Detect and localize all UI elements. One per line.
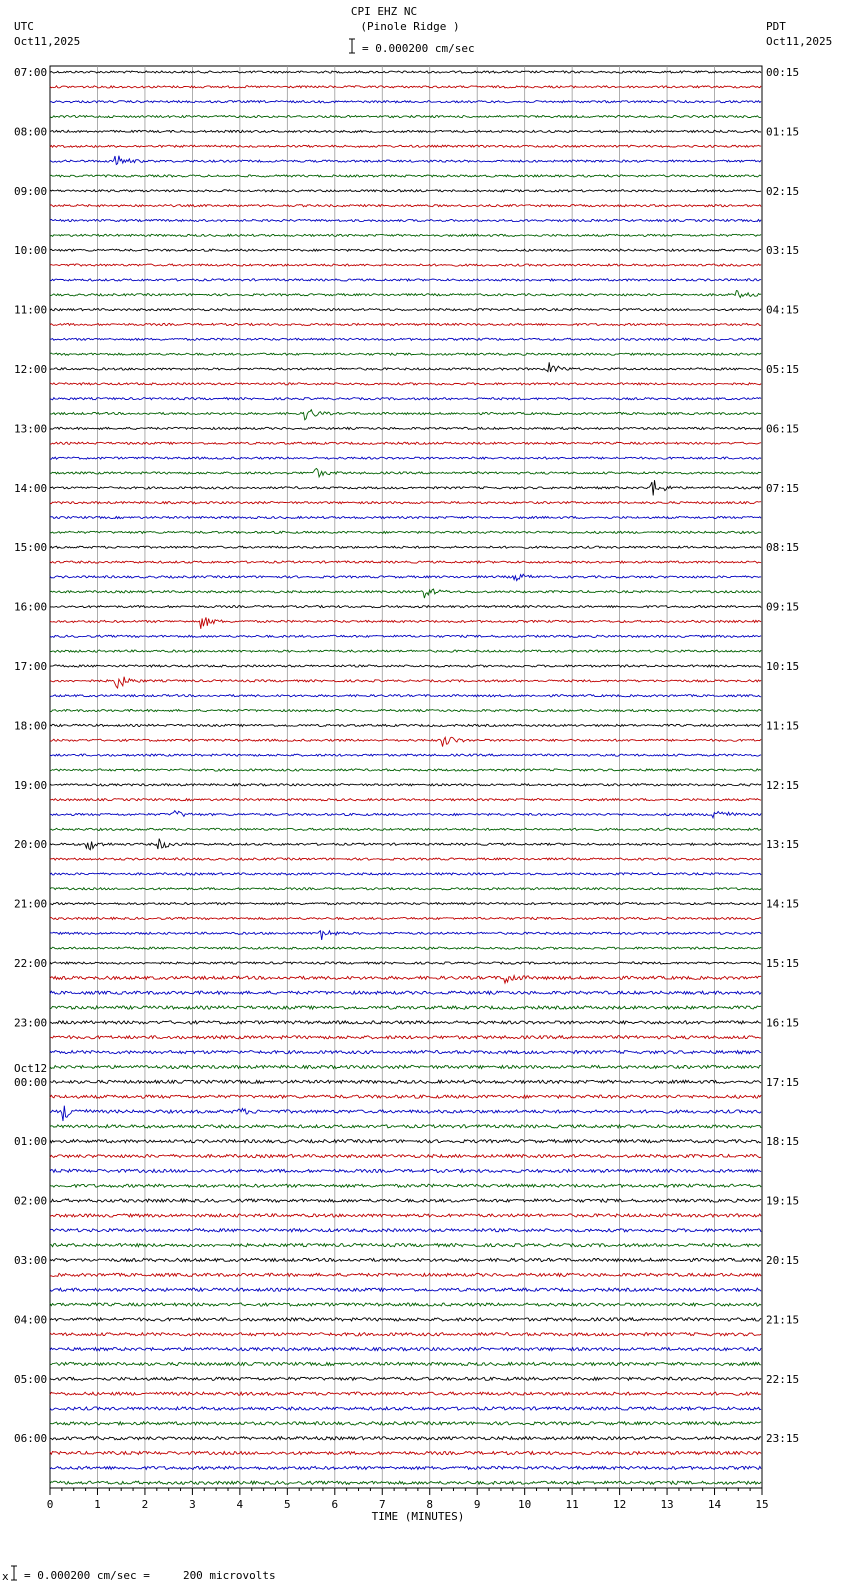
trace-line	[50, 737, 761, 746]
left-hour-label: 21:00	[14, 897, 48, 911]
right-hour-label: 16:15	[766, 1016, 800, 1030]
trace-line	[50, 1273, 761, 1276]
trace-line	[50, 709, 761, 711]
x-tick-label: 3	[189, 1498, 196, 1511]
trace-line	[50, 1303, 761, 1306]
footer-prefix: x	[2, 1570, 9, 1583]
right-hour-label: 11:15	[766, 719, 800, 733]
trace-line	[50, 724, 761, 726]
scale-label: = 0.000200 cm/sec	[362, 42, 475, 55]
trace-line	[50, 677, 761, 688]
trace-line	[50, 1184, 761, 1187]
x-axis	[47, 1488, 769, 1511]
right-hour-label: 14:15	[766, 897, 800, 911]
left-hour-label: 22:00	[14, 957, 48, 970]
trace-line	[50, 86, 761, 88]
right-hour-label: 22:15	[766, 1372, 800, 1386]
right-hour-label: 01:15	[766, 125, 800, 139]
trace-line	[50, 1318, 761, 1321]
right-hour-label: 23:15	[766, 1432, 800, 1446]
trace-line	[50, 1377, 761, 1380]
x-tick-label: 14	[707, 1498, 722, 1511]
trace-line	[50, 1466, 761, 1469]
left-hour-label: 01:00	[14, 1135, 48, 1149]
x-tick-label: 15	[755, 1498, 769, 1511]
trace-line	[50, 1348, 761, 1351]
trace-line	[50, 427, 761, 429]
station-title: CPI EHZ NC	[350, 5, 418, 18]
left-hour-label: 08:00	[14, 125, 48, 139]
footer-scale-bar-icon	[11, 1566, 17, 1580]
right-hour-label: 19:15	[766, 1194, 800, 1208]
day-change-label: Oct12	[14, 1061, 48, 1075]
trace-line	[50, 784, 761, 786]
trace-line	[50, 1333, 761, 1336]
trace-line	[50, 480, 761, 495]
right-hour-label: 06:15	[766, 422, 800, 436]
x-tick-label: 1	[94, 1498, 101, 1511]
x-tick-label: 6	[331, 1498, 339, 1511]
trace-line	[50, 279, 761, 281]
trace-line	[50, 606, 761, 608]
trace-line	[50, 1051, 761, 1054]
trace-line	[50, 190, 761, 192]
x-axis-label: TIME (MINUTES)	[371, 1510, 465, 1523]
x-tick-label: 9	[473, 1498, 481, 1511]
trace-line	[50, 1214, 761, 1217]
trace-line	[50, 234, 761, 236]
right-hour-label: 09:15	[766, 600, 800, 614]
trace-line	[50, 291, 761, 298]
x-tick-label: 12	[612, 1498, 627, 1511]
trace-line	[50, 695, 761, 697]
site-title: (Pinole Ridge )	[360, 20, 460, 33]
left-hour-label: 09:00	[14, 184, 48, 198]
left-hour-label: 07:00	[14, 66, 48, 79]
trace-line	[50, 1437, 761, 1440]
trace-line	[50, 145, 761, 147]
trace-line	[50, 1451, 761, 1454]
trace-line	[50, 962, 761, 964]
trace-line	[50, 917, 761, 919]
trace-line	[50, 1080, 761, 1083]
trace-line	[50, 858, 761, 860]
x-tick-label: 0	[46, 1498, 54, 1511]
right-hour-label: 08:15	[766, 541, 800, 555]
trace-line	[50, 1199, 761, 1202]
trace-line	[50, 531, 761, 533]
left-hour-label: 11:00	[14, 303, 48, 317]
right-hour-label: 00:15	[766, 66, 800, 79]
right-hour-label: 18:15	[766, 1135, 800, 1149]
trace-line	[50, 516, 761, 518]
trace-line	[50, 323, 761, 325]
trace-line	[50, 1036, 761, 1039]
left-hour-label: 15:00	[14, 541, 48, 555]
left-hour-label: 04:00	[14, 1313, 48, 1327]
x-tick-label: 4	[236, 1498, 244, 1511]
trace-line	[50, 1095, 761, 1098]
left-hour-label: 14:00	[14, 481, 48, 495]
trace-line	[50, 130, 761, 132]
trace-line	[50, 1229, 761, 1232]
right-hour-label: 10:15	[766, 660, 800, 673]
trace-line	[50, 1422, 761, 1425]
left-hour-label: 06:00	[14, 1432, 48, 1446]
trace-line	[50, 589, 761, 598]
trace-line	[50, 1140, 761, 1143]
left-hour-label: 19:00	[14, 778, 48, 792]
left-hour-label: 16:00	[14, 600, 48, 614]
trace-line	[50, 1288, 761, 1291]
trace-line	[50, 1392, 761, 1395]
trace-line	[50, 617, 761, 628]
trace-line	[50, 457, 761, 459]
trace-line	[50, 1125, 761, 1128]
trace-line	[50, 1006, 761, 1009]
left-hour-label: 12:00	[14, 363, 48, 376]
trace-line	[50, 754, 761, 756]
left-hour-label: 23:00	[14, 1016, 48, 1030]
trace-line	[50, 931, 761, 940]
right-hour-label: 13:15	[766, 838, 800, 852]
trace-line	[50, 650, 761, 652]
x-tick-label: 11	[565, 1498, 579, 1511]
right-date: Oct11,2025	[766, 35, 833, 48]
right-timezone: PDT	[766, 20, 786, 33]
trace-line	[50, 101, 761, 103]
trace-line	[50, 873, 761, 875]
trace-line	[50, 635, 761, 637]
trace-line	[50, 1065, 761, 1068]
right-hour-label: 07:15	[766, 481, 800, 495]
trace-line	[50, 1021, 761, 1024]
trace-line	[50, 205, 761, 207]
trace-line	[50, 1169, 761, 1172]
right-hour-label: 04:15	[766, 303, 800, 317]
left-hour-label: 02:00	[14, 1194, 48, 1208]
trace-line	[50, 71, 761, 73]
trace-line	[50, 1481, 761, 1484]
trace-line	[50, 1106, 761, 1121]
left-hour-label: 00:00	[14, 1075, 48, 1089]
x-tick-label: 13	[660, 1498, 674, 1511]
trace-group	[50, 71, 761, 1484]
trace-line	[50, 903, 761, 905]
trace-line	[50, 264, 761, 266]
left-date: Oct11,2025	[14, 35, 81, 48]
trace-line	[50, 799, 761, 801]
left-hour-label: 10:00	[14, 244, 48, 258]
x-tick-label: 10	[518, 1498, 532, 1511]
scale-bar-icon	[349, 39, 355, 53]
trace-line	[50, 839, 761, 850]
right-hour-label: 12:15	[766, 778, 800, 792]
trace-line	[50, 353, 761, 355]
trace-line	[50, 338, 761, 340]
left-hour-label: 18:00	[14, 719, 48, 733]
trace-line	[50, 249, 761, 251]
x-tick-label: 7	[378, 1498, 386, 1511]
trace-line	[50, 175, 761, 177]
right-hour-label: 15:15	[766, 957, 800, 970]
trace-line	[50, 383, 761, 385]
x-tick-label: 5	[284, 1498, 291, 1511]
right-hour-label: 21:15	[766, 1313, 800, 1327]
left-hour-label: 05:00	[14, 1372, 48, 1386]
left-hour-label: 20:00	[14, 838, 48, 852]
right-hour-label: 17:15	[766, 1075, 800, 1089]
left-hour-label: 13:00	[14, 422, 48, 436]
trace-line	[50, 1244, 761, 1247]
trace-line	[50, 546, 761, 548]
trace-line	[50, 665, 761, 667]
right-hour-label: 20:15	[766, 1254, 800, 1267]
trace-line	[50, 309, 761, 311]
right-hour-label: 03:15	[766, 244, 800, 258]
x-tick-label: 2	[141, 1498, 149, 1511]
trace-line	[50, 156, 761, 165]
trace-line	[50, 574, 761, 580]
trace-line	[50, 410, 761, 420]
trace-line	[50, 502, 761, 504]
trace-line	[50, 991, 761, 994]
trace-line	[50, 1362, 761, 1365]
right-hour-label: 05:15	[766, 363, 800, 376]
trace-line	[50, 769, 761, 771]
x-tick-label: 8	[426, 1498, 434, 1511]
trace-line	[50, 888, 761, 890]
trace-line	[50, 1154, 761, 1157]
left-timezone: UTC	[14, 20, 34, 33]
trace-line	[50, 811, 761, 818]
trace-line	[50, 398, 761, 400]
trace-line	[50, 468, 761, 476]
trace-line	[50, 115, 761, 117]
footer-scale-text: = 0.000200 cm/sec = 200 microvolts	[24, 1569, 276, 1582]
trace-line	[50, 362, 761, 372]
trace-line	[50, 561, 761, 563]
left-hour-label: 17:00	[14, 660, 48, 673]
trace-line	[50, 1407, 761, 1410]
trace-line	[50, 976, 761, 984]
trace-line	[50, 828, 761, 830]
trace-line	[50, 1258, 761, 1261]
trace-line	[50, 947, 761, 949]
trace-line	[50, 219, 761, 221]
right-hour-label: 02:15	[766, 184, 800, 198]
left-hour-label: 03:00	[14, 1254, 48, 1267]
trace-line	[50, 442, 761, 444]
